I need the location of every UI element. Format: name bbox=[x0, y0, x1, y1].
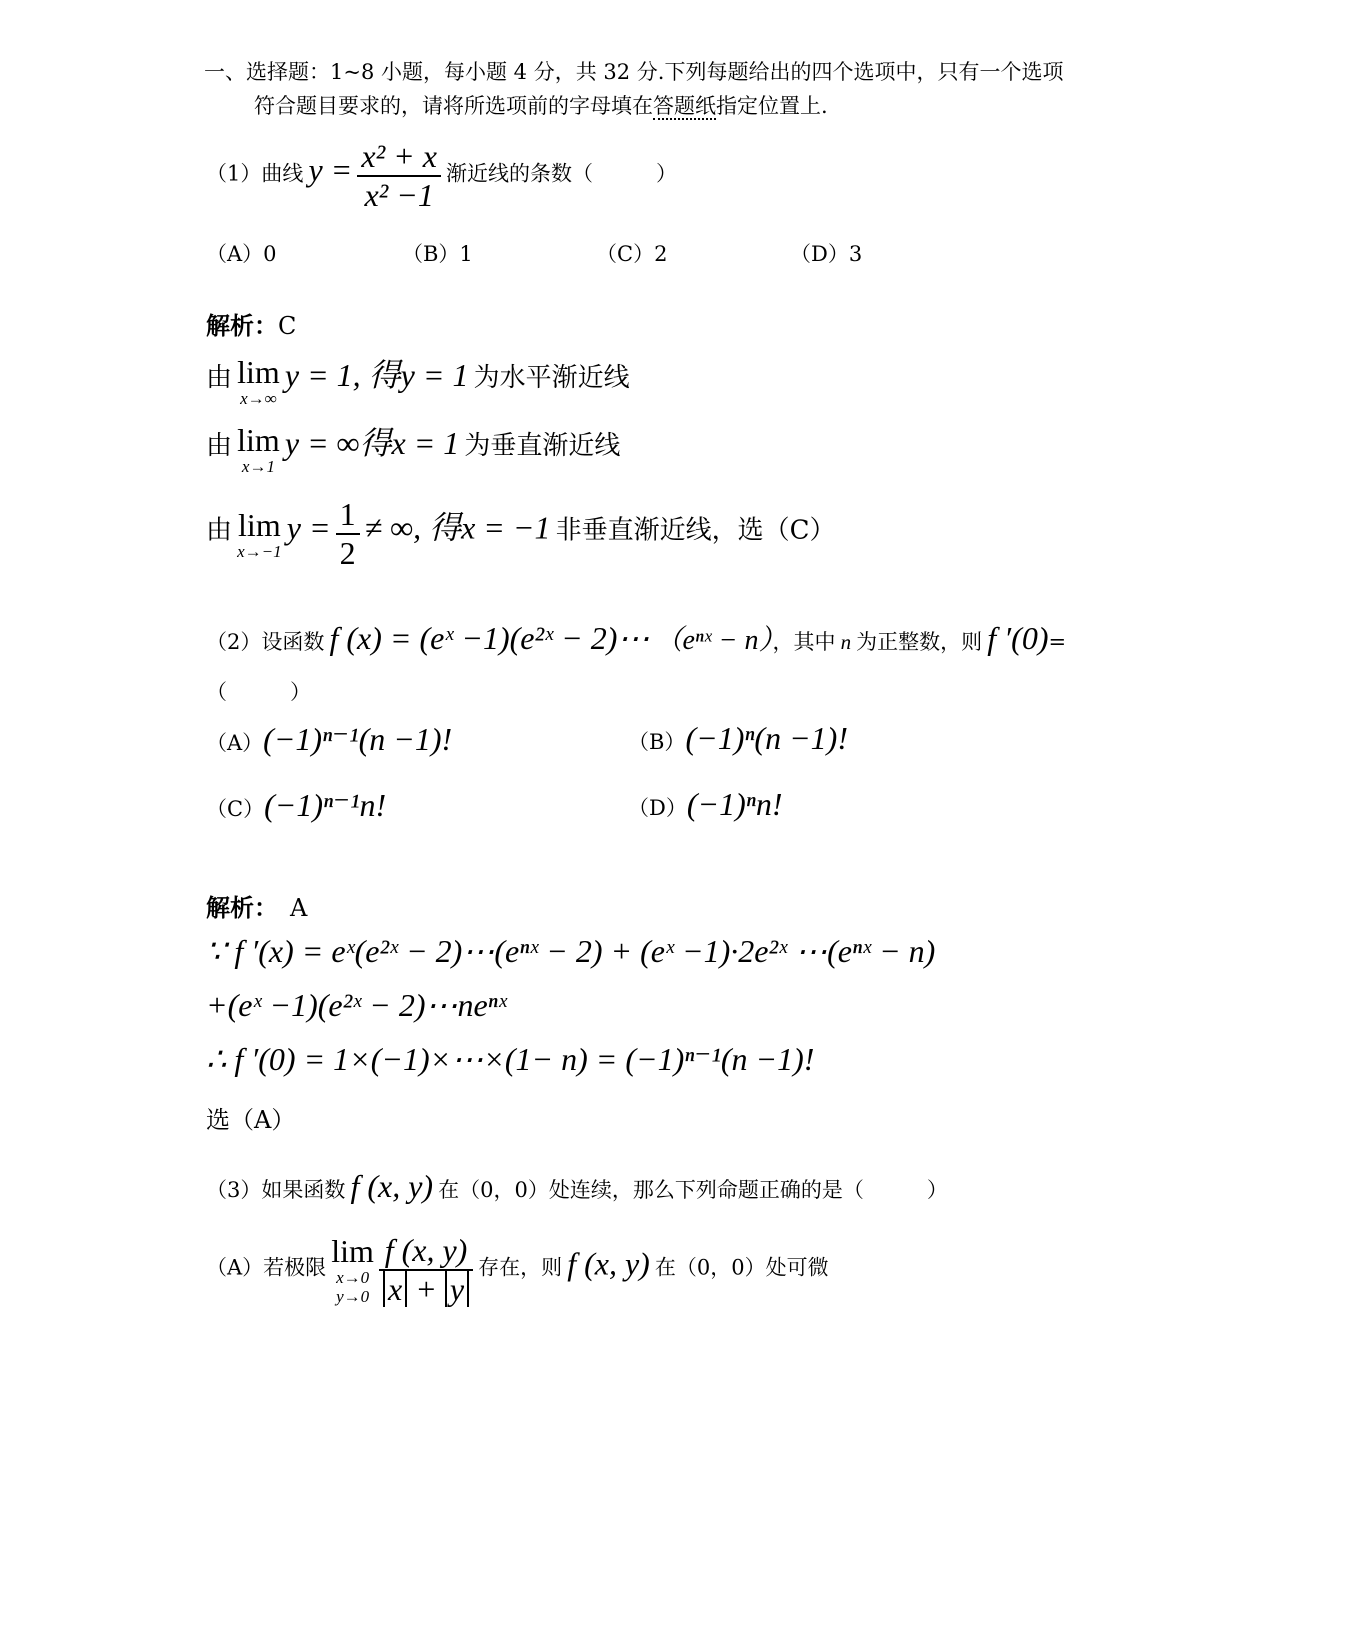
q1-option-d: （D）3 bbox=[790, 242, 863, 266]
q2-option-d: （D）(−1)ⁿn! bbox=[628, 786, 783, 822]
question-1-stem: （1）曲线 y = $\frac{\text{x² + x}}{\text{x² −1}}$ 渐近线的条数（ ） bbox=[206, 138, 678, 213]
q2-derivation-line-2: +(eˣ −1)(e²ˣ − 2)⋯neⁿˣ bbox=[206, 987, 507, 1023]
q2-option-a: （A）(−1)ⁿ⁻¹(n −1)! bbox=[206, 721, 453, 757]
limit-operator: lim x→−1 bbox=[237, 506, 282, 561]
q2-choice: 选（A） bbox=[206, 1106, 296, 1134]
double-limit-operator: lim x→0 y→0 bbox=[331, 1233, 374, 1306]
q2-option-c: （C）(−1)ⁿ⁻¹n! bbox=[206, 787, 387, 823]
q1-step-2: 由 lim x→1 y = ∞得x = 1 为垂直渐近线 bbox=[206, 422, 621, 476]
q1-option-a: （A）0 bbox=[206, 242, 277, 266]
q3-fraction: $\frac{f (x, y)}{x + y}$ bbox=[379, 1232, 473, 1308]
q1-solution-label: 解析：C bbox=[206, 311, 297, 340]
q1-y-eq: y = bbox=[308, 151, 353, 188]
q1-option-b: （B）1 bbox=[402, 242, 473, 266]
q1-step-1: 由 lim x→∞ y = 1, 得y = 1 为水平渐近线 bbox=[206, 354, 630, 408]
section-heading-continued: 符合题目要求的，请将所选项前的字母填在答题纸指定位置上. bbox=[254, 94, 828, 118]
section-heading: 一、选择题：1~8 小题，每小题 4 分，共 32 分.下列每题给出的四个选项中，只有一个选项 bbox=[204, 60, 1064, 84]
one-half-fraction: $\frac{1}{2}$ bbox=[336, 496, 360, 572]
q2-option-b: （B）(−1)ⁿ(n −1)! bbox=[628, 720, 848, 756]
q2-derivation-line-1: ∵ f ′(x) = eˣ(e²ˣ − 2)⋯(eⁿˣ − 2) + (eˣ −1)·2e²ˣ ⋯(eⁿˣ − n) bbox=[206, 933, 936, 969]
limit-operator: lim x→1 bbox=[237, 422, 280, 476]
question-2-stem: （2）设函数 f (x) = (eˣ −1)(e²ˣ − 2)⋯ （eⁿˣ − n），其中 n 为正整数，则 f ′(0)= bbox=[206, 620, 1067, 656]
q1-option-c: （C）2 bbox=[596, 242, 668, 266]
answer-sheet-term: 答题纸 bbox=[653, 94, 716, 118]
q1-fraction: $\frac{\text{x² + x}}{\text{x² −1}}$ bbox=[357, 138, 441, 214]
limit-operator: lim x→∞ bbox=[237, 354, 280, 408]
q2-solution-label: 解析： A bbox=[206, 893, 308, 922]
q2-derivation-line-3: ∴ f ′(0) = 1×(−1)×⋯×(1− n) = (−1)ⁿ⁻¹(n −1)! bbox=[206, 1041, 815, 1077]
q3-option-a: （A）若极限 lim x→0 y→0 $\frac{f (x, y)}{x + y}$ 存在，则 f (x, y) 在（0，0）处可微 bbox=[206, 1232, 829, 1307]
question-3-stem: （3）如果函数 f (x, y) 在（0，0）处连续，那么下列命题正确的是（ ） bbox=[206, 1168, 948, 1204]
q1-step-3: 由 lim x→−1 y = $\frac{1}{2}$ ≠ ∞, 得x = −1 非垂直渐近线，选（C） bbox=[206, 496, 836, 571]
q2-answer-blank: （ ） bbox=[206, 680, 311, 704]
